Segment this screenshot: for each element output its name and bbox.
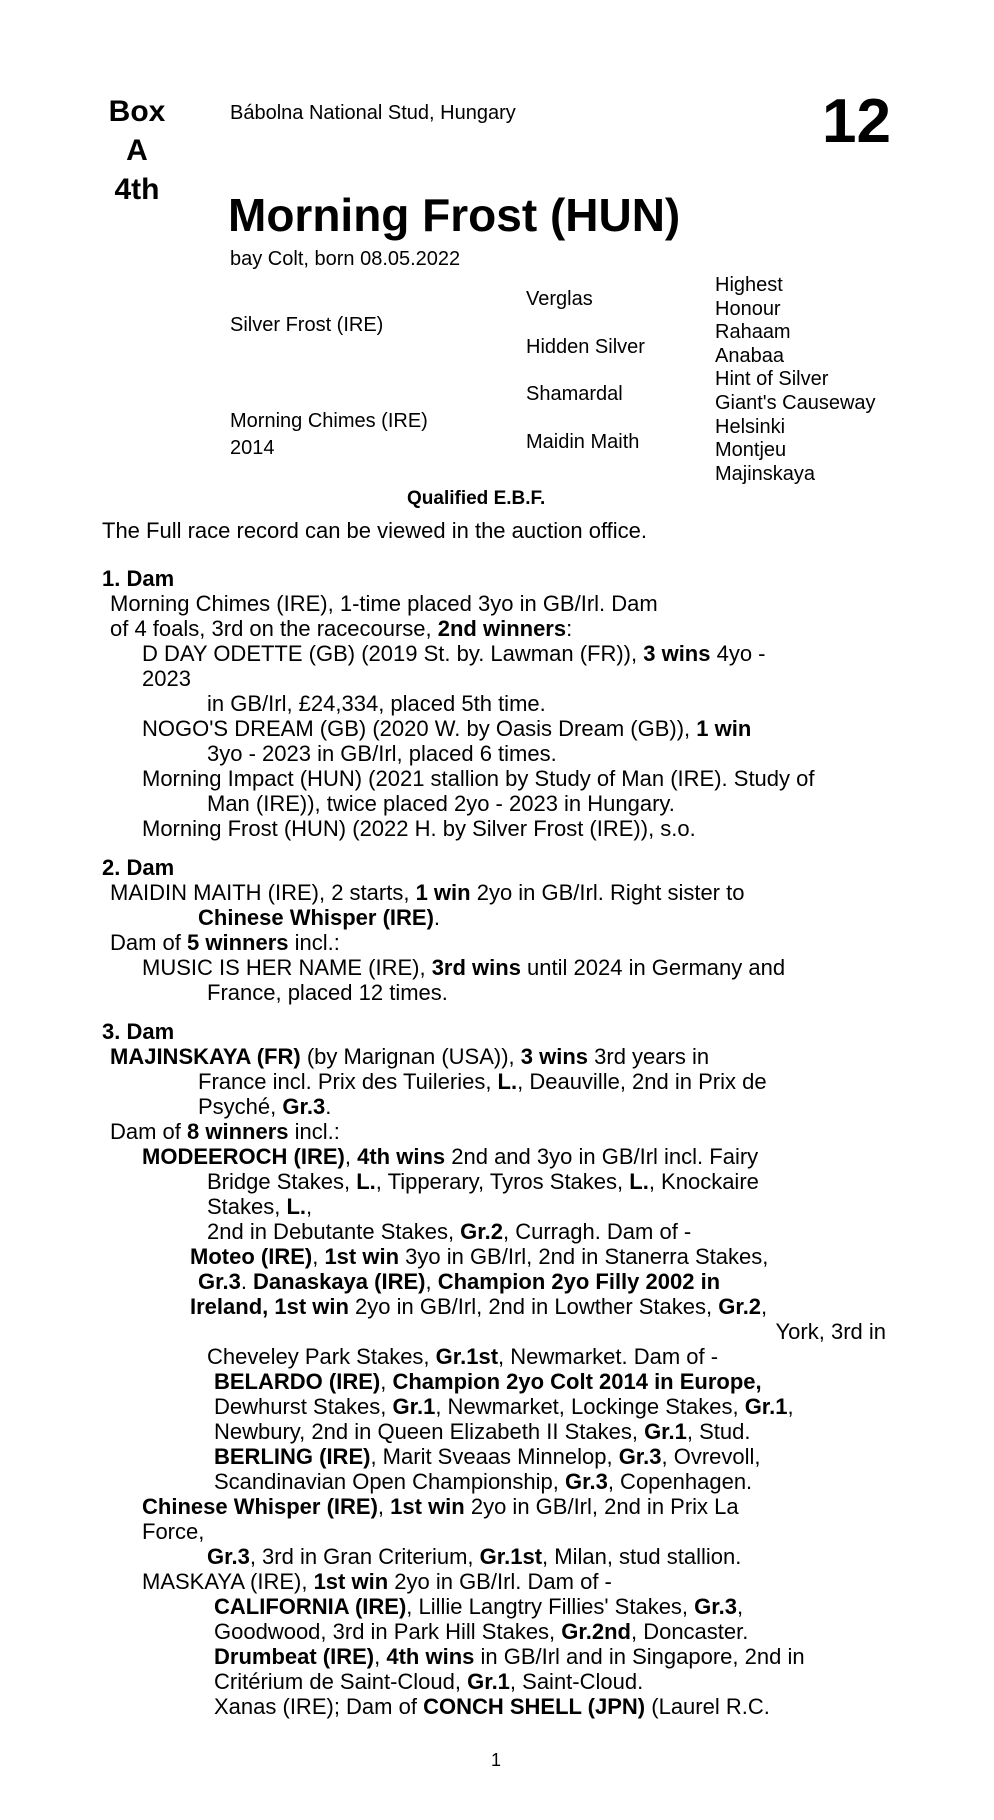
text: 2nd in Debutante Stakes, xyxy=(207,1219,461,1244)
text: MAIDIN MAITH (IRE), 2 starts, xyxy=(110,880,416,905)
produce-line xyxy=(102,1044,902,1069)
horse-name: Morning Frost (HUN) xyxy=(228,189,681,241)
bold-text: 3 wins xyxy=(643,641,711,666)
bold-text: Gr.3 xyxy=(282,1094,326,1119)
breeder: Bábolna National Stud, Hungary xyxy=(230,102,516,124)
text: NOGO'S DREAM (GB) (2020 W. by Oasis Dream (GB)), xyxy=(142,716,697,741)
bold-text: 1st win xyxy=(390,1494,465,1519)
text: : xyxy=(566,616,573,641)
bold-text: Ireland, 1st win xyxy=(190,1294,349,1319)
text: , xyxy=(736,1594,744,1619)
text: 2023 xyxy=(142,666,191,691)
produce-line xyxy=(102,1519,902,1544)
text: Dam of xyxy=(110,1119,188,1144)
text: of 4 foals, 3rd on the racecourse, xyxy=(110,616,438,641)
text: France, placed 12 times. xyxy=(207,980,448,1005)
bold-text: Gr.1 xyxy=(744,1394,788,1419)
bold-text: Gr.2 xyxy=(718,1294,762,1319)
text: , xyxy=(425,1269,438,1294)
text: D DAY ODETTE (GB) (2019 St. by. Lawman (FR)), xyxy=(142,641,644,666)
text: , xyxy=(374,1644,387,1669)
produce-line xyxy=(102,1244,902,1269)
produce-line xyxy=(102,1319,902,1344)
bold-text: Gr.3 xyxy=(207,1544,250,1569)
text: Bridge Stakes, xyxy=(207,1169,357,1194)
bold-text: 4th wins xyxy=(386,1644,475,1669)
bold-text: Gr.3 xyxy=(198,1269,241,1294)
produce-line xyxy=(102,816,902,841)
produce-line xyxy=(102,1344,902,1369)
pedigree-grand-name: Anabaa xyxy=(715,344,784,367)
produce-line xyxy=(102,1094,902,1119)
text: 3yo in GB/Irl, 2nd in Stanerra Stakes, xyxy=(399,1244,769,1269)
pedigree-grand-column xyxy=(715,274,955,486)
bold-text: 1 win xyxy=(696,716,752,741)
text: France incl. Prix des Tuileries, xyxy=(198,1069,498,1094)
produce-line xyxy=(102,1619,902,1644)
text: Man (IRE)), twice placed 2yo - 2023 in Hungary. xyxy=(207,791,675,816)
produce-line xyxy=(102,1219,902,1244)
bold-text: Chinese Whisper (IRE) xyxy=(198,905,434,930)
pedigree-grand-name: Highest xyxy=(715,274,783,296)
box-label xyxy=(102,92,172,209)
bold-text: MAJINSKAYA (FR) xyxy=(110,1044,301,1069)
text: Morning Impact (HUN) (2021 stallion by Study of Man (IRE). Study of xyxy=(142,766,815,791)
text: 3rd years in xyxy=(588,1044,710,1069)
text: , 3rd in Gran Criterium, xyxy=(249,1544,480,1569)
text: , Tipperary, Tyros Stakes, xyxy=(375,1169,630,1194)
produce-line xyxy=(102,1494,902,1519)
text: incl.: xyxy=(288,930,340,955)
text: Critérium de Saint-Cloud, xyxy=(214,1669,468,1694)
text: Morning Frost (HUN) (2022 H. by Silver Frost (IRE)), s.o. xyxy=(142,816,696,841)
produce-line xyxy=(102,1469,902,1494)
pedigree-dam-dam: Maidin Maith xyxy=(526,431,640,453)
produce-line xyxy=(102,691,902,716)
bold-text: BERLING (IRE) xyxy=(214,1444,371,1469)
produce-line xyxy=(102,791,902,816)
text: Psyché, xyxy=(198,1094,283,1119)
bold-text: 4th wins xyxy=(357,1144,446,1169)
text: Newbury, 2nd in Queen Elizabeth II Stakes, xyxy=(214,1419,645,1444)
bold-text: L. xyxy=(356,1169,376,1194)
bold-text: Gr.2 xyxy=(460,1219,503,1244)
bold-text: Danaskaya (IRE) xyxy=(253,1269,426,1294)
pedigree-grand-name: Montjeu xyxy=(715,439,787,462)
text: MASKAYA (IRE), xyxy=(142,1569,314,1594)
produce-line xyxy=(102,1394,902,1419)
dam-section xyxy=(102,566,902,841)
produce-line xyxy=(102,1644,902,1669)
text: Dam of xyxy=(110,930,188,955)
text: (Laurel R.C. xyxy=(645,1694,770,1719)
produce-line xyxy=(102,591,902,616)
text: , Deauville, 2nd in Prix de xyxy=(517,1069,767,1094)
pedigree-sire: Silver Frost (IRE) xyxy=(230,314,384,336)
bold-text: 3 wins xyxy=(520,1044,589,1069)
dam-sections xyxy=(102,566,902,1733)
produce-line xyxy=(102,1294,902,1319)
produce-line xyxy=(102,1669,902,1694)
text: Stakes, xyxy=(207,1194,287,1219)
bold-text: L. xyxy=(629,1169,649,1194)
text: , Milan, stud stallion. xyxy=(542,1544,742,1569)
bold-text: L. xyxy=(286,1194,307,1219)
pedigree-grand-name: Honour xyxy=(715,297,781,320)
bold-text: 1st win xyxy=(324,1244,400,1269)
produce-line xyxy=(102,905,902,930)
text: 2yo in GB/Irl, 2nd in Lowther Stakes, xyxy=(348,1294,719,1319)
text: (by Marignan (USA)), xyxy=(300,1044,521,1069)
produce-line xyxy=(102,880,902,905)
qualified-label: Qualified E.B.F. xyxy=(407,488,546,509)
text: Force, xyxy=(142,1519,205,1544)
produce-line xyxy=(102,955,902,980)
text: York, 3rd in xyxy=(775,1319,886,1344)
pedigree-sire-dam: Hidden Silver xyxy=(526,336,645,358)
pedigree-dam: Morning Chimes (IRE) xyxy=(230,410,428,432)
text: incl.: xyxy=(288,1119,340,1144)
box-line-2: A xyxy=(126,134,148,167)
text: MUSIC IS HER NAME (IRE), xyxy=(142,955,432,980)
bold-text: MODEEROCH (IRE) xyxy=(142,1144,345,1169)
pedigree-dam-sire: Shamardal xyxy=(526,383,623,405)
bold-text: Chinese Whisper (IRE) xyxy=(142,1494,378,1519)
bold-text: Gr.3 xyxy=(694,1594,737,1619)
produce-line xyxy=(102,930,902,955)
produce-line xyxy=(102,666,902,691)
text: Morning Chimes (IRE), 1-time placed 3yo in GB/Irl. Dam xyxy=(110,591,658,616)
produce-line xyxy=(102,1694,902,1719)
dam-section xyxy=(102,855,902,1005)
section-title: 3. Dam xyxy=(102,1019,175,1044)
text: . xyxy=(240,1269,254,1294)
bold-text: 2nd winners xyxy=(437,616,567,641)
produce-line xyxy=(102,1194,902,1219)
bold-text: CALIFORNIA (IRE) xyxy=(214,1594,407,1619)
text: until 2024 in Germany and xyxy=(520,955,786,980)
text: , Ovrevoll, xyxy=(661,1444,761,1469)
bold-text: Gr.1 xyxy=(467,1669,510,1694)
produce-line xyxy=(102,1169,902,1194)
bold-text: 1 win xyxy=(415,880,471,905)
pedigree-grand-name: Rahaam xyxy=(715,321,791,344)
produce-line xyxy=(102,1569,902,1594)
bold-text: 3rd wins xyxy=(431,955,521,980)
pedigree-grand-name: Majinskaya xyxy=(715,462,816,485)
text: , xyxy=(344,1144,358,1169)
text: , Doncaster. xyxy=(630,1619,749,1644)
box-line-3: 4th xyxy=(114,173,160,206)
text: , Knockaire xyxy=(648,1169,759,1194)
produce-line xyxy=(102,766,902,791)
text: , Stud. xyxy=(686,1419,751,1444)
bold-text: Champion 2yo Filly 2002 in xyxy=(437,1269,721,1294)
lot-number: 12 xyxy=(822,87,891,156)
text: Dewhurst Stakes, xyxy=(214,1394,393,1419)
text: Xanas (IRE); Dam of xyxy=(214,1694,424,1719)
bold-text: 1st win xyxy=(313,1569,389,1594)
box-line-1: Box xyxy=(108,95,166,128)
section-title: 2. Dam xyxy=(102,855,175,880)
produce-line xyxy=(102,1069,902,1094)
text: Goodwood, 3rd in Park Hill Stakes, xyxy=(214,1619,562,1644)
pedigree-grand-name: Helsinki xyxy=(715,415,786,438)
produce-line xyxy=(102,1369,902,1394)
produce-line xyxy=(102,616,902,641)
text: , Curragh. Dam of - xyxy=(502,1219,692,1244)
bold-text: BELARDO (IRE) xyxy=(214,1369,381,1394)
bold-text: Gr.1 xyxy=(644,1419,687,1444)
section-title: 1. Dam xyxy=(102,566,175,591)
bold-text: 5 winners xyxy=(187,930,289,955)
bold-text: 8 winners xyxy=(187,1119,289,1144)
bold-text: Gr.3 xyxy=(618,1444,662,1469)
produce-line xyxy=(102,1444,902,1469)
text: , Saint-Cloud. xyxy=(509,1669,644,1694)
text: , Newmarket, Lockinge Stakes, xyxy=(435,1394,745,1419)
text: in GB/Irl and in Singapore, 2nd in xyxy=(474,1644,805,1669)
produce-line xyxy=(102,980,902,1005)
page-number: 1 xyxy=(491,1750,502,1770)
pedigree-dam-year: 2014 xyxy=(230,437,275,459)
produce-line xyxy=(102,1419,902,1444)
bold-text: Gr.1st xyxy=(435,1344,499,1369)
produce-line xyxy=(102,1544,902,1569)
text: in GB/Irl, £24,334, placed 5th time. xyxy=(207,691,546,716)
text: 2yo in GB/Irl. Dam of - xyxy=(388,1569,612,1594)
produce-line xyxy=(102,1119,902,1144)
text: Scandinavian Open Championship, xyxy=(214,1469,566,1494)
bold-text: Gr.3 xyxy=(565,1469,608,1494)
text: , Marit Sveaas Minnelop, xyxy=(370,1444,619,1469)
text: , xyxy=(306,1194,313,1219)
bold-text: Champion 2yo Colt 2014 in Europe, xyxy=(392,1369,762,1394)
produce-line xyxy=(102,1594,902,1619)
produce-line xyxy=(102,641,902,666)
text: , xyxy=(761,1294,768,1319)
text: , xyxy=(787,1394,794,1419)
bold-text: Drumbeat (IRE) xyxy=(214,1644,375,1669)
pedigree-sire-sire: Verglas xyxy=(526,288,593,310)
text: . xyxy=(325,1094,332,1119)
bold-text: Gr.1st xyxy=(479,1544,543,1569)
text: 2yo in GB/Irl. Right sister to xyxy=(470,880,745,905)
produce-line xyxy=(102,1269,902,1294)
produce-line xyxy=(102,1144,902,1169)
bold-text: Gr.2nd xyxy=(561,1619,631,1644)
text: , Newmarket. Dam of - xyxy=(498,1344,719,1369)
produce-line xyxy=(102,716,902,741)
text: , Lillie Langtry Fillies' Stakes, xyxy=(406,1594,695,1619)
produce-line xyxy=(102,741,902,766)
bold-text: Gr.1 xyxy=(392,1394,436,1419)
text: , xyxy=(377,1494,391,1519)
text: 2yo in GB/Irl, 2nd in Prix La xyxy=(464,1494,739,1519)
bold-text: CONCH SHELL (JPN) xyxy=(423,1694,646,1719)
dam-section xyxy=(102,1019,902,1719)
text: , Copenhagen. xyxy=(607,1469,753,1494)
bold-text: L. xyxy=(497,1069,518,1094)
text: Cheveley Park Stakes, xyxy=(207,1344,436,1369)
text: 4yo - xyxy=(710,641,766,666)
text: , xyxy=(380,1369,393,1394)
text: . xyxy=(433,905,441,930)
text: 2nd and 3yo in GB/Irl incl. Fairy xyxy=(445,1144,759,1169)
text: 3yo - 2023 in GB/Irl, placed 6 times. xyxy=(207,741,557,766)
horse-description: bay Colt, born 08.05.2022 xyxy=(230,248,461,270)
pedigree-grand-name: Giant's Causeway xyxy=(715,391,876,414)
bold-text: Moteo (IRE) xyxy=(190,1244,313,1269)
pedigree-grand-name: Hint of Silver xyxy=(715,368,829,391)
race-record-note: The Full race record can be viewed in the auction office. xyxy=(102,518,648,543)
text: , xyxy=(312,1244,325,1269)
